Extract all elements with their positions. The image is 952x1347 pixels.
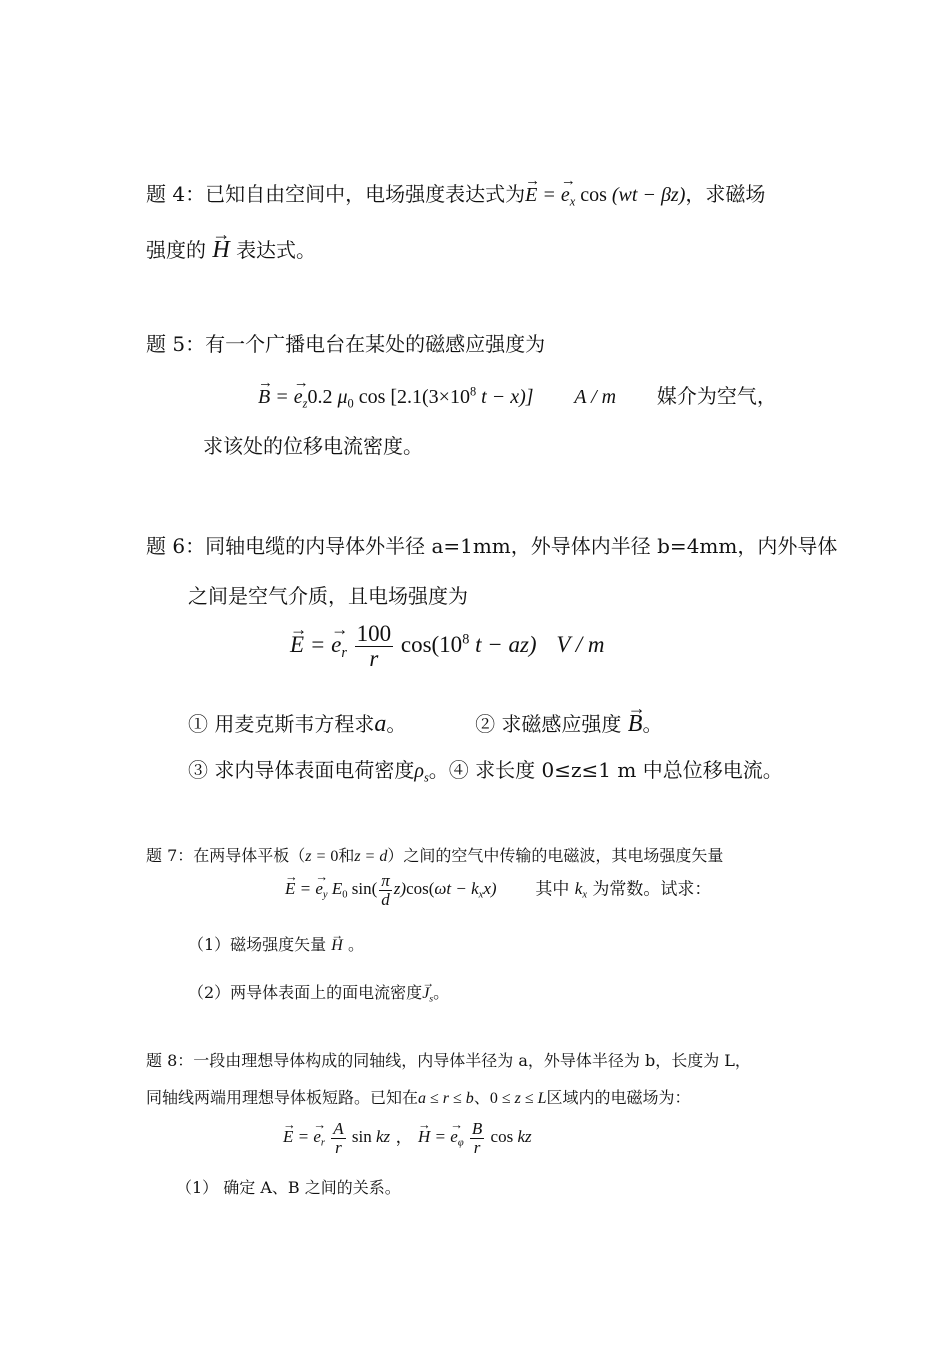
problem-6-line-1: 题 6：同轴电缆的内导体外半径 a=1mm，外导体内半径 b=4mm，内外导体: [146, 534, 838, 558]
problem-6-formula-line: [290, 622, 604, 671]
formula-z-zero: z = 0: [305, 848, 339, 865]
problem-6-questions-2: ③ 求内导体表面电荷密度$\rho_s$。④ 求长度 0≤z≤1 m 中总位移电流。: [188, 758, 783, 785]
problem-8-line-1: 题 8：一段由理想导体构成的同轴线，内导体半径为 a，外导体半径为 b，长度为 L，: [146, 1051, 751, 1070]
problem-5-line-3: 求该处的位移电流密度。: [203, 434, 423, 458]
symbol-h-vector: → H: [212, 237, 229, 263]
formula-e-plates: → E = → $e_y$ $E_0$ sin( $\frac{\pi}{d}$ $z)\cos(\omega t - k_xx)$: [285, 879, 497, 898]
symbol-js: → $J_s$: [422, 985, 433, 1002]
problem-7-formula-line: → E = → $e_y$ $E_0$ sin( $\frac{\pi}{d}$ $z)\cos(\omega t - k_xx)$ 其中 $k_x$ 为常数。试求：: [285, 872, 711, 909]
problem-6-line-2: 之间是空气介质，且电场强度为: [188, 584, 468, 608]
problem-8-line-2: 同轴线两端用理想导体板短路。已知在a ≤ r ≤ b、0 ≤ z ≤ L区域内的电磁场为：: [146, 1088, 691, 1107]
formula-h-coax: → H = → $e_\varphi$ $\frac{B}{r}$ cos kz: [418, 1127, 532, 1146]
problem-8-formula-line: → E = → $e_r$ $\frac{A}{r}$ sin kz ， → H = → $e_\varphi$ $\frac{B}{r}$ cos kz: [283, 1120, 532, 1157]
symbol-b-vector: → B: [628, 711, 643, 737]
problem-5-formula-line: → B = → $e_z0.2$ $\mu_0$ $\cos [2.1(3\times 10^8$ t − x)] A / m 媒介为空气，: [258, 380, 777, 411]
symbol-kx: $k_x$: [574, 879, 588, 901]
formula-e-coax: → E = → $e_r$ $\frac{A}{r}$ sin kz: [283, 1127, 390, 1146]
formula-r-range: a ≤ r ≤ b: [418, 1090, 474, 1107]
problem-4-line-1: 题 4：已知自由空间中，电场强度表达式为→ E = → $e_x$ cos (wt − βz)，求磁场: [146, 178, 765, 209]
problem-7-line-1: 题 7：在两导体平板（z = 0和z = d）之间的空气中传输的电磁波，其电场强度矢量: [146, 846, 724, 865]
formula-b-field: → B = → $e_z0.2$ $\mu_0$ $\cos [2.1(3\times 10^8$ t − x)]: [258, 386, 534, 408]
symbol-rho-s: $\rho_s$: [414, 760, 429, 785]
problem-7-sub-2: （2）两导体表面上的面电流密度→ $J_s$。: [188, 980, 449, 1004]
formula-z-range: 0 ≤ z ≤ L: [489, 1090, 547, 1107]
symbol-h-vector-small: → H: [331, 937, 343, 954]
problem-8-sub-1: （1） 确定 A、B 之间的关系。: [176, 1178, 401, 1197]
formula-z-d: z = d: [354, 848, 388, 865]
symbol-a: a: [374, 711, 387, 737]
problem-7-sub-1: （1）磁场强度矢量 → H 。: [188, 932, 364, 955]
problem-6-questions-1: ① 用麦克斯韦方程求a。 ② 求磁感应强度 → B。: [188, 708, 662, 738]
formula-e-radial: → E = → $e_r$ $\frac{100}{r}$ $\cos(10^8$ t − az) V / m: [290, 632, 604, 657]
problem-5-line-1: 题 5：有一个广播电台在某处的磁感应强度为: [146, 332, 546, 356]
formula-e-field: → E = → $e_x$ cos (wt − βz): [525, 184, 685, 206]
problem-4-line-2: 强度的 → H 表达式。: [146, 234, 316, 264]
